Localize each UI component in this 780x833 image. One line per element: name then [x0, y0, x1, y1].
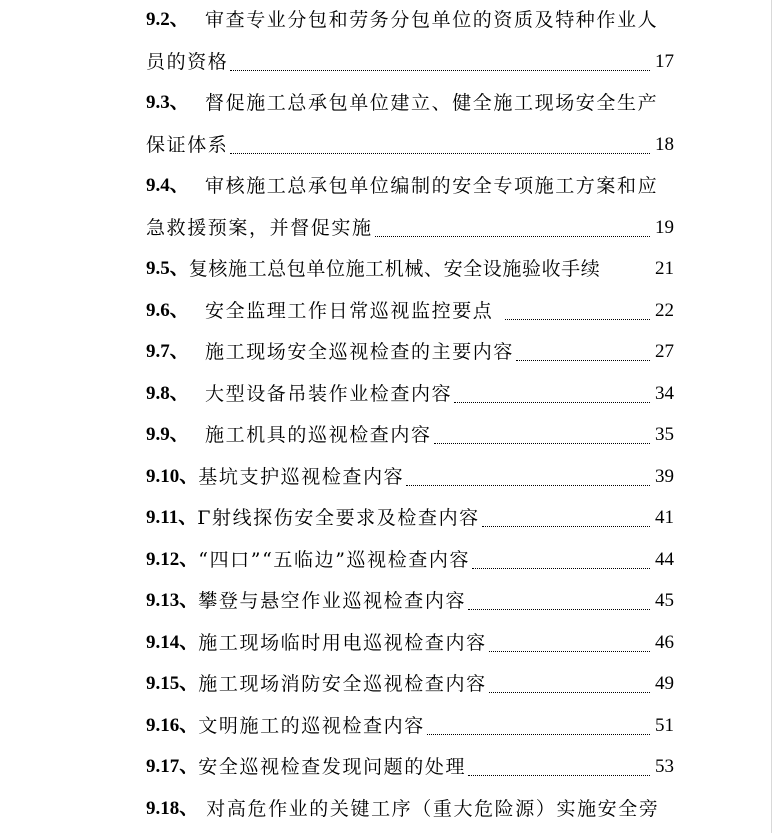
toc-title: “四口”“五临边”巡视检查内容	[198, 549, 471, 571]
toc-entry-9-12[interactable]	[146, 542, 674, 572]
toc-page-number: 18	[655, 134, 674, 155]
toc-title: Γ射线探伤安全要求及检查内容	[197, 507, 480, 529]
toc-entry-9-18[interactable]	[146, 791, 674, 821]
dot-leader	[454, 398, 650, 403]
toc-page-number: 53	[655, 756, 674, 777]
dot-leader	[489, 647, 650, 652]
toc-number: 9.7、	[146, 341, 189, 362]
toc-page-number: 22	[655, 300, 674, 321]
toc-number: 9.10、	[146, 466, 199, 487]
toc-number: 9.16、	[146, 715, 199, 736]
toc-title: 施工机具的巡视检查内容	[205, 424, 432, 446]
toc-entry-9-9[interactable]	[146, 417, 674, 447]
dot-leader	[472, 564, 650, 569]
toc-page-number: 21	[655, 258, 674, 279]
toc-number: 9.5、	[146, 258, 189, 279]
toc-entry-9-11[interactable]	[146, 500, 674, 530]
toc-title: 复核施工总包单位施工机械、安全设施验收手续	[188, 258, 601, 280]
dot-leader	[468, 605, 650, 610]
toc-number: 9.13、	[146, 590, 199, 611]
dot-leader	[434, 439, 650, 444]
dot-leader	[602, 274, 650, 278]
toc-title: 安全巡视检查发现问题的处理	[198, 756, 467, 778]
toc-page-number: 27	[655, 341, 674, 362]
toc-number: 9.14、	[146, 632, 199, 653]
toc-number: 9.9、	[146, 424, 189, 445]
toc-entry-9-7[interactable]	[146, 334, 674, 364]
dot-leader	[375, 232, 650, 237]
toc-title: 文明施工的巡视检查内容	[198, 715, 425, 737]
toc-number: 9.3、	[146, 92, 189, 113]
toc-title: 攀登与悬空作业巡视检查内容	[198, 590, 467, 612]
toc-entry-9-2-line2[interactable]	[146, 44, 674, 74]
dot-leader	[468, 771, 650, 776]
dot-leader	[516, 356, 650, 361]
dot-leader	[427, 730, 650, 735]
toc-entry-9-17[interactable]	[146, 749, 674, 779]
toc-entry-9-13[interactable]	[146, 583, 674, 613]
toc-entry-9-10[interactable]	[146, 459, 674, 489]
dot-leader	[406, 481, 650, 486]
dot-leader	[505, 315, 650, 320]
toc-number: 9.2、	[146, 9, 189, 30]
toc-title: 督促施工总承包单位建立、健全施工现场安全生产	[205, 92, 659, 114]
toc-entry-9-4-line2[interactable]	[146, 210, 674, 240]
toc-entry-9-3-line2[interactable]	[146, 127, 674, 157]
toc-title: 审核施工总承包单位编制的安全专项施工方案和应	[205, 175, 659, 197]
toc-title-continued: 急救援预案，并督促实施	[146, 217, 373, 239]
toc-page-number: 51	[655, 715, 674, 736]
toc-number: 9.17、	[146, 756, 199, 777]
toc-number: 9.8、	[146, 383, 189, 404]
toc-number: 9.15、	[146, 673, 199, 694]
dot-leader	[489, 688, 650, 693]
toc-page-number: 45	[655, 590, 674, 611]
toc-title: 施工现场安全巡视检查的主要内容	[205, 341, 515, 363]
toc-title: 大型设备吊装作业检查内容	[205, 383, 453, 405]
dot-leader	[482, 522, 650, 527]
toc-title: 审查专业分包和劳务分包单位的资质及特种作业人	[205, 9, 659, 31]
toc-entry-9-6[interactable]	[146, 293, 674, 323]
toc-entry-9-2-line1[interactable]	[146, 2, 674, 32]
toc-title-continued: 保证体系	[146, 134, 229, 156]
toc-title: 对高危作业的关键工序（重大危险源）实施安全旁	[206, 798, 660, 820]
toc-page-number: 39	[655, 466, 674, 487]
toc-page-number: 49	[655, 673, 674, 694]
toc-page-number: 44	[655, 549, 674, 570]
toc-number: 9.12、	[146, 549, 199, 570]
toc-page-number: 46	[655, 632, 674, 653]
toc-title: 施工现场消防安全巡视检查内容	[198, 673, 487, 695]
toc-page-number: 17	[655, 51, 674, 72]
page-edge-divider	[771, 0, 772, 833]
toc-entry-9-8[interactable]	[146, 376, 674, 406]
toc-number: 9.18、	[146, 798, 199, 819]
toc-title: 施工现场临时用电巡视检查内容	[198, 632, 487, 654]
toc-entry-9-3-line1[interactable]	[146, 85, 674, 115]
toc-entry-9-5[interactable]	[146, 251, 674, 281]
toc-entry-9-16[interactable]	[146, 708, 674, 738]
toc-entry-9-4-line1[interactable]	[146, 168, 674, 198]
toc-entry-9-15[interactable]	[146, 666, 674, 696]
toc-title-continued: 员的资格	[146, 51, 229, 73]
toc-page-number: 35	[655, 424, 674, 445]
toc-number: 9.11、	[146, 507, 198, 528]
toc-page-number: 41	[655, 507, 674, 528]
toc-title: 安全监理工作日常巡视监控要点	[205, 300, 494, 322]
dot-leader	[230, 149, 650, 154]
toc-number: 9.4、	[146, 175, 189, 196]
toc-number: 9.6、	[146, 300, 189, 321]
dot-leader	[230, 66, 650, 71]
toc-title: 基坑支护巡视检查内容	[198, 466, 405, 488]
toc-entry-9-14[interactable]	[146, 625, 674, 655]
toc-page-number: 19	[655, 217, 674, 238]
toc-page-number: 34	[655, 383, 674, 404]
